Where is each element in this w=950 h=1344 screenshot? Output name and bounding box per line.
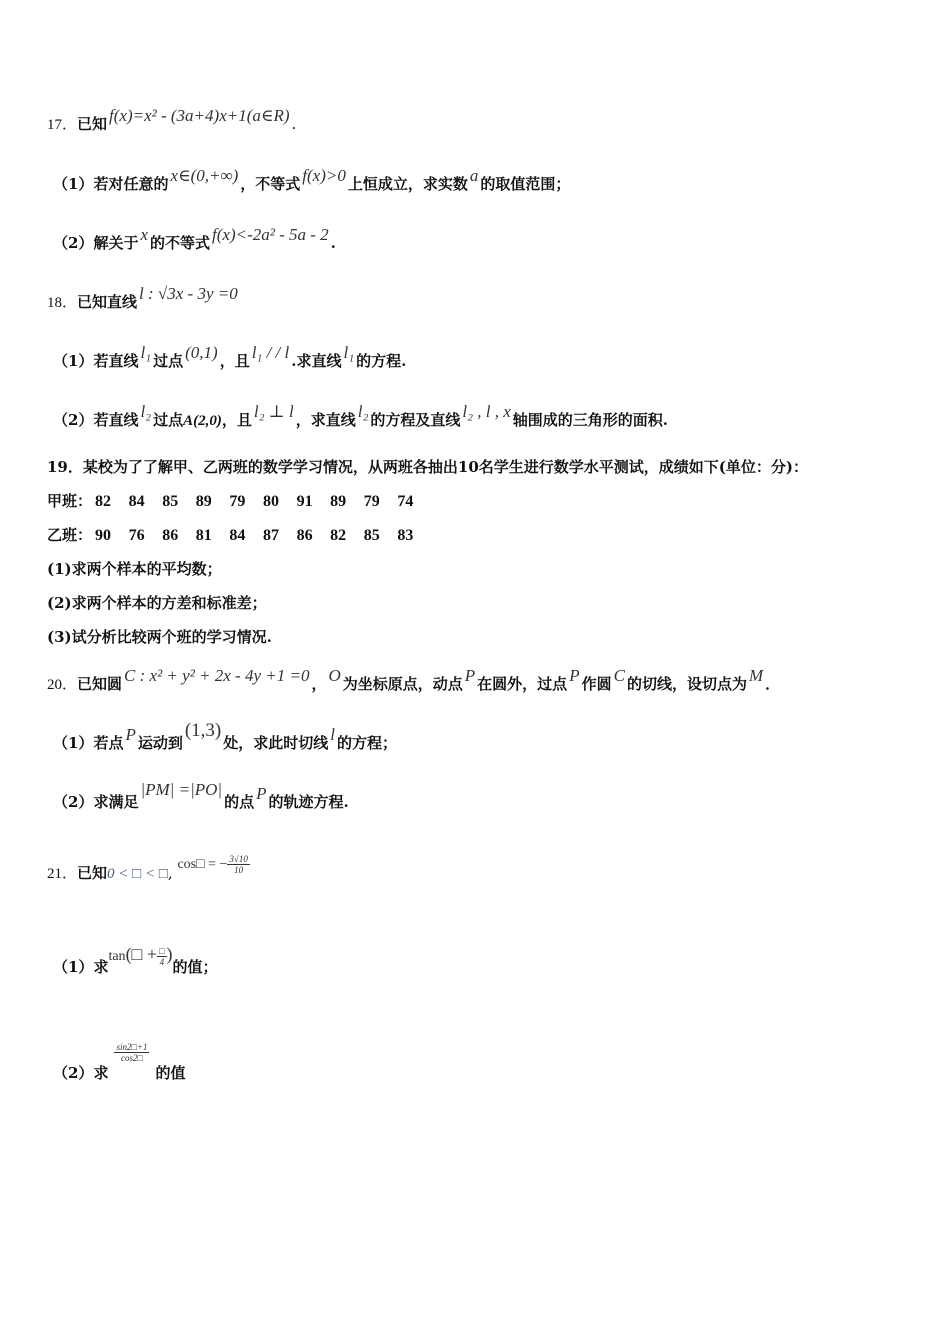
q20-p1-label: （1） bbox=[53, 734, 94, 752]
q17-p1-text2: ，不等式 bbox=[240, 175, 301, 193]
q18-p2-math3: l₂ bbox=[357, 402, 369, 421]
q19-class-a-label: 甲班： bbox=[47, 492, 93, 510]
q18-p2-text6: 轴围成的三角形的面积. bbox=[512, 411, 669, 429]
q18-formula: l : √3x - 3y =0 bbox=[139, 284, 238, 303]
q18-p1-text3: ，且 bbox=[219, 352, 250, 370]
q20-text6: ． bbox=[765, 675, 781, 693]
score-cell: 89 bbox=[195, 493, 212, 510]
q18-p2-label: （2） bbox=[53, 411, 94, 429]
q20-math-o: O bbox=[328, 666, 341, 685]
q20-math-p2: P bbox=[569, 666, 580, 685]
q18-p2-text4: ，求直线 bbox=[295, 411, 356, 429]
q17-formula: f(x)=x² - (3a+4)x+1(a∈R) bbox=[109, 106, 290, 125]
q21-part1 bbox=[53, 944, 218, 979]
q18-p1-label: （1） bbox=[53, 352, 94, 370]
q19-class-b-label: 乙班： bbox=[47, 526, 93, 544]
q21-p2-text2: 的值 bbox=[155, 1064, 186, 1082]
q18-part1 bbox=[53, 343, 407, 371]
q17-p2-text1: 解关于 bbox=[93, 234, 139, 252]
q19-sub1: (1)求两个样本的平均数； bbox=[47, 560, 222, 578]
q17-p1-text1: 若对任意的 bbox=[93, 175, 169, 193]
q18-p2-text1: 若直线 bbox=[93, 411, 139, 429]
q17-part2 bbox=[53, 225, 336, 253]
q17-part1 bbox=[53, 166, 571, 194]
score-cell: 82 bbox=[95, 493, 111, 510]
q17-p2-math1: x bbox=[140, 225, 148, 244]
q20-text5: 的切线，设切点为 bbox=[626, 675, 747, 693]
q20-p2-text3: 的轨迹方程. bbox=[268, 793, 349, 811]
q18-p1-text4: .求直线 bbox=[291, 352, 342, 370]
q21-p1-fraction bbox=[157, 946, 166, 967]
q18-p1-math3: l₁ / / l bbox=[251, 343, 290, 362]
q21-condition: 0 < □ < □ bbox=[107, 866, 168, 882]
q21-p1-frac-den: 4 bbox=[159, 957, 165, 968]
q17-p2-math2: f(x)<-2a² - 5a - 2 bbox=[212, 225, 329, 244]
q19-class-b-row bbox=[47, 524, 431, 545]
q20-p1-text3: 处，求此时切线 bbox=[223, 734, 329, 752]
q20-number: 20． bbox=[47, 677, 78, 693]
q20-p1-text2: 运动到 bbox=[137, 734, 183, 752]
score-cell: 86 bbox=[162, 527, 179, 544]
q21-number: 21． bbox=[47, 866, 78, 882]
score-cell: 91 bbox=[296, 493, 313, 510]
q20-text2: 为坐标原点，动点 bbox=[342, 675, 463, 693]
q20-text4: 作圆 bbox=[581, 675, 612, 693]
q21-p2-label: （2） bbox=[53, 1064, 94, 1082]
q21-cos-fraction bbox=[227, 854, 249, 875]
q18-p1-text1: 若直线 bbox=[93, 352, 139, 370]
q18-lead: 已知直线 bbox=[77, 293, 138, 311]
q18-p1-math1: l₁ bbox=[140, 343, 152, 362]
score-cell: 83 bbox=[397, 527, 414, 544]
q20-math-m: M bbox=[748, 666, 764, 685]
score-cell: 86 bbox=[296, 527, 313, 544]
q17-p1-text4: 的取值范围； bbox=[480, 175, 571, 193]
q18-p1-math4: l₁ bbox=[343, 343, 355, 362]
q19-class-b-scores bbox=[95, 526, 431, 544]
q18-stem bbox=[47, 284, 240, 312]
q18-p2-text2: 过点 bbox=[153, 411, 184, 429]
q21-p1-close: ) bbox=[166, 944, 173, 964]
q18-p1-text5: 的方程. bbox=[356, 352, 407, 370]
q21-p1-text2: 的值； bbox=[172, 958, 218, 976]
q20-text3: 在圆外，过点 bbox=[477, 675, 568, 693]
q18-p2-point: A(2,0) bbox=[183, 413, 222, 429]
q20-part2 bbox=[53, 780, 349, 812]
q21-cos-den: 10 bbox=[234, 865, 244, 876]
q17-p1-text3: 上恒成立，求实数 bbox=[347, 175, 468, 193]
q17-end: . bbox=[291, 115, 297, 133]
q21-p1-expr bbox=[108, 944, 173, 968]
q18-p2-math1: l₂ bbox=[140, 402, 152, 421]
score-cell: 82 bbox=[330, 527, 347, 544]
q19-sub2: (2)求两个样本的方差和标准差； bbox=[47, 594, 267, 612]
q18-p2-math2: l₂ ⊥ l bbox=[253, 402, 294, 421]
q21-stem bbox=[47, 854, 250, 885]
q20-p2-text1: 求满足 bbox=[93, 793, 139, 811]
q18-p2-text5: 的方程及直线 bbox=[370, 411, 461, 429]
q20-formula: C : x² + y² + 2x - 4y +1 =0 bbox=[124, 666, 310, 685]
q20-math-p1: P bbox=[464, 666, 476, 685]
q20-p1-text4: 的方程； bbox=[337, 734, 398, 752]
q21-p1-label: （1） bbox=[53, 958, 94, 976]
q21-part2 bbox=[53, 1041, 186, 1085]
q20-p1-math3: l bbox=[330, 725, 336, 744]
q21-cos-expr bbox=[177, 854, 249, 876]
score-cell: 87 bbox=[262, 527, 279, 544]
q17-number: 17． bbox=[47, 117, 78, 133]
q18-p2-math4: l₂ , l , x bbox=[462, 402, 511, 421]
q21-p1-open: (□ + bbox=[125, 944, 158, 964]
score-cell: 79 bbox=[363, 493, 380, 510]
score-cell: 74 bbox=[397, 493, 414, 510]
score-cell: 84 bbox=[229, 527, 246, 544]
score-cell: 79 bbox=[229, 493, 246, 510]
q18-p1-text2: 过点 bbox=[153, 352, 184, 370]
q17-p2-text3: . bbox=[330, 234, 336, 252]
score-cell: 80 bbox=[262, 493, 279, 510]
q21-lead: 已知 bbox=[77, 864, 108, 882]
q19-intro: 19．某校为了了解甲、乙两班的数学学习情况，从两班各抽出10名学生进行数学水平测试，成绩如下(单位：分)： bbox=[47, 458, 808, 476]
score-cell: 89 bbox=[330, 493, 347, 510]
score-cell: 84 bbox=[128, 493, 145, 510]
q18-p2-text3: ，且 bbox=[221, 411, 252, 429]
q21-p2-frac-den: cos2□ bbox=[120, 1052, 143, 1063]
q17-p2-label: （2） bbox=[53, 234, 94, 252]
score-cell: 76 bbox=[128, 527, 145, 544]
q20-p2-label: （2） bbox=[53, 793, 94, 811]
q21-p1-frac-num: □ bbox=[159, 946, 165, 957]
q20-math-c: C bbox=[613, 666, 625, 685]
q21-p2-fraction bbox=[114, 1042, 149, 1063]
q20-p1-text1: 若点 bbox=[93, 734, 124, 752]
q19-class-a-scores bbox=[95, 492, 431, 510]
q21-p2-frac-num: sin2□+1 bbox=[116, 1041, 148, 1052]
q19-class-a-row bbox=[47, 490, 431, 511]
score-cell: 90 bbox=[95, 527, 111, 544]
q18-part2 bbox=[53, 402, 669, 430]
q21-p1-tan: tan bbox=[108, 949, 126, 964]
q17-stem bbox=[47, 106, 297, 134]
q20-p2-math2: P bbox=[256, 784, 267, 803]
q20-stem bbox=[47, 666, 781, 694]
q20-text1: ， bbox=[311, 675, 327, 693]
q20-p1-math2: (1,3) bbox=[184, 720, 222, 741]
score-cell: 85 bbox=[162, 493, 179, 510]
q17-p2-text2: 的不等式 bbox=[150, 234, 211, 252]
score-cell: 81 bbox=[195, 527, 212, 544]
q20-p1-math1: P bbox=[125, 725, 136, 744]
q18-p1-math2: (0,1) bbox=[185, 343, 218, 362]
score-cell: 85 bbox=[363, 527, 380, 544]
q20-p2-text2: 的点 bbox=[224, 793, 255, 811]
q17-p1-math1: x∈(0,+∞) bbox=[170, 166, 239, 185]
q21-p1-text1: 求 bbox=[93, 958, 109, 976]
q19-sub3: (3)试分析比较两个班的学习情况. bbox=[47, 628, 272, 646]
q17-p1-label: （1） bbox=[53, 175, 94, 193]
q17-lead: 已知 bbox=[77, 115, 108, 133]
q21-comma: , bbox=[167, 864, 173, 882]
q17-p1-math3: a bbox=[469, 166, 479, 185]
q20-lead: 已知圆 bbox=[77, 675, 123, 693]
q21-cos-lhs: cos□ = − bbox=[177, 857, 228, 872]
q21-cos-num: 3√10 bbox=[229, 854, 248, 865]
q17-p1-math2: f(x)>0 bbox=[302, 166, 346, 185]
q20-p2-math1: |PM| =|PO| bbox=[140, 780, 223, 799]
q20-part1 bbox=[53, 720, 398, 754]
q18-number: 18． bbox=[47, 295, 78, 311]
q21-p2-text1: 求 bbox=[93, 1064, 109, 1082]
